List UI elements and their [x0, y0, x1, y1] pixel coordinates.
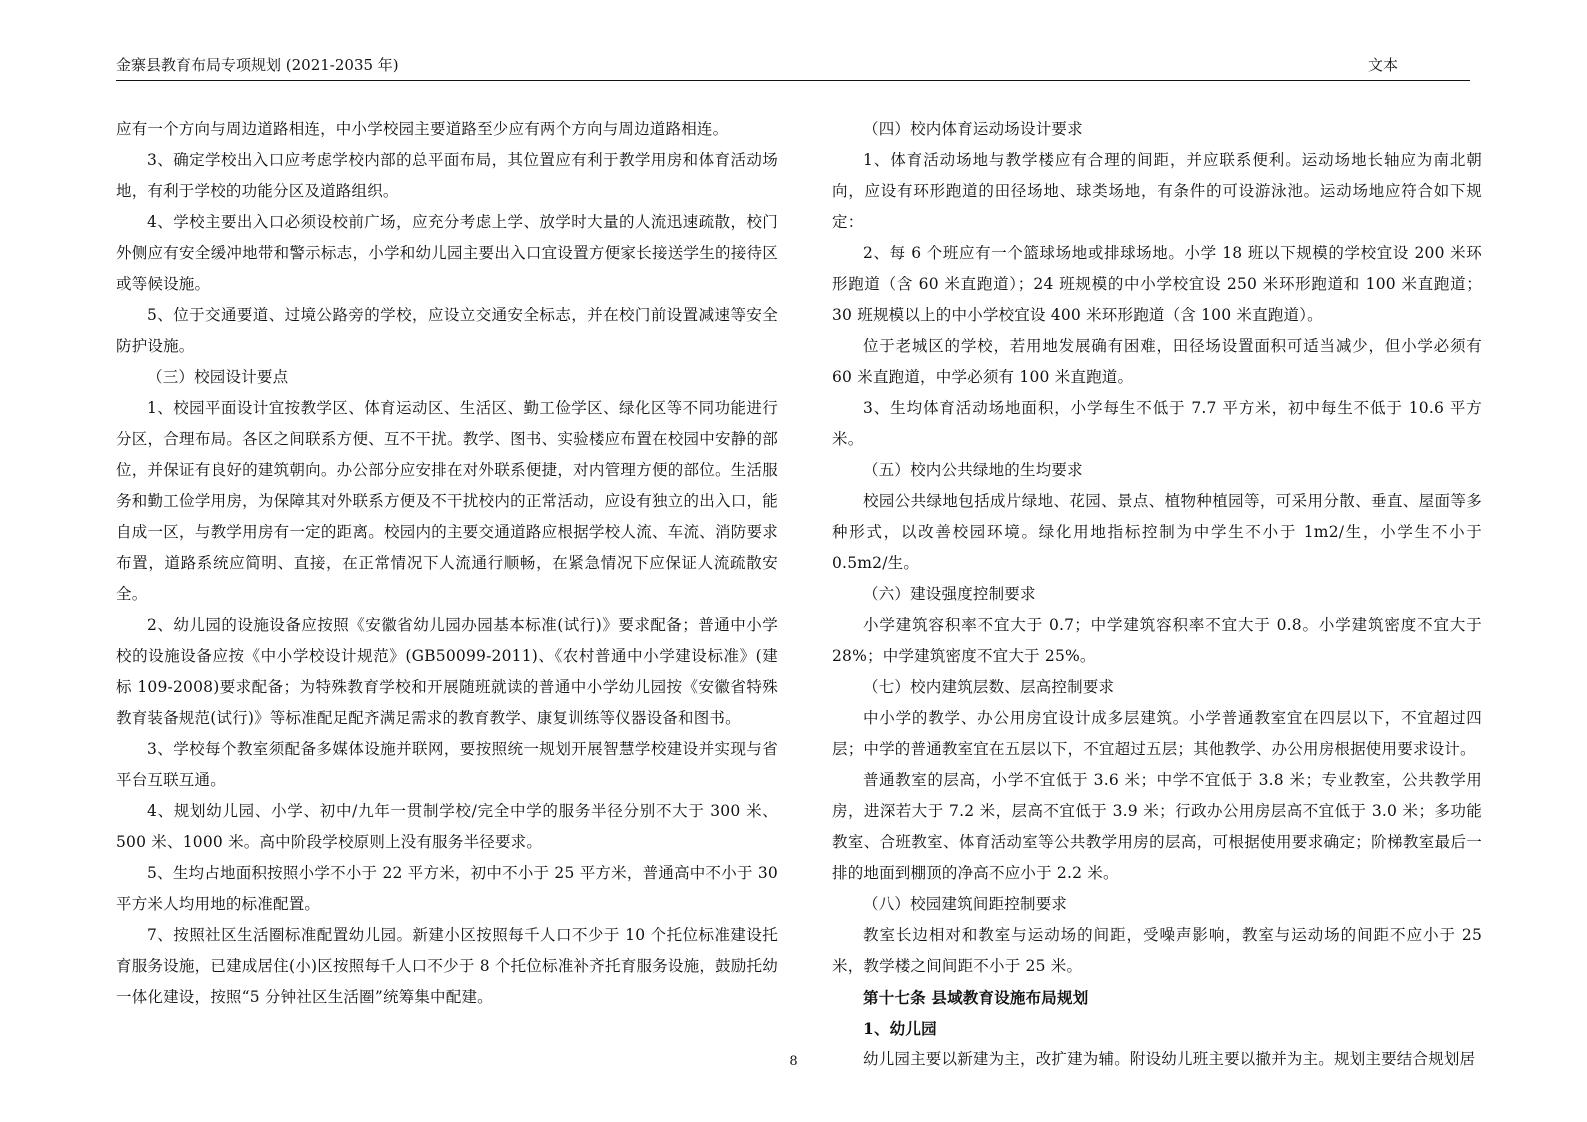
- body-paragraph: 4、规划幼儿园、小学、初中/九年一贯制学校/完全中学的服务半径分别不大于 300 米、500 米、1000 米。高中阶段学校原则上没有服务半径要求。: [116, 802, 778, 851]
- article-heading: 第十七条 县域教育设施布局规划: [863, 988, 1089, 1007]
- body-paragraph: 教室长边相对和教室与运动场的间距，受噪声影响，教室与运动场的间距不应小于 25 米，教学楼之间间距不小于 25 米。: [832, 926, 1482, 975]
- page-number: 8: [789, 1054, 798, 1069]
- section-heading: （八）校园建筑间距控制要求: [863, 895, 1068, 913]
- section-heading: （三）校园设计要点: [147, 368, 289, 386]
- body-paragraph: 5、位于交通要道、过境公路旁的学校，应设立交通安全标志，并在校门前设置减速等安全防护设施。: [116, 306, 778, 355]
- body-paragraph: 应有一个方向与周边道路相连，中小学校园主要道路至少应有两个方向与周边道路相连。: [116, 120, 729, 138]
- section-heading: （五）校内公共绿地的生均要求: [863, 461, 1083, 479]
- body-paragraph: 1、校园平面设计宜按教学区、体育运动区、生活区、勤工俭学区、绿化区等不同功能进行分区，合理布局。各区之间联系方便、互不干扰。教学、图书、实验楼应布置在校园中安静的部位，并保证有良好的建筑朝向。办公部分应安排在对外联系便捷，对内管理方便的部位。生活服务和勤工俭学用房，为保障其对外联系方便及不干扰校内的正常活动，应设有独立的出入口，能自成一区，与教学用房有一定的距离。校园内的主要交通道路应根据学校人流、车流、消防要求布置，道路系统应简明、直接，在正常情况下人流通行顺畅，在紧急情况下应保证人流疏散安全。: [116, 399, 778, 603]
- document-title: 金寨县教育布局专项规划 (2021-2035 年): [116, 56, 399, 74]
- body-paragraph: 3、生均体育活动场地面积，小学每生不低于 7.7 平方米，初中每生不低于 10.6 平方米。: [832, 399, 1482, 448]
- body-paragraph: 5、生均占地面积按照小学不小于 22 平方米，初中不小于 25 平方米，普通高中不小于 30 平方米人均用地的标准配置。: [116, 864, 778, 913]
- body-paragraph: 2、每 6 个班应有一个篮球场地或排球场地。小学 18 班以下规模的学校宜设 200 米环形跑道（含 60 米直跑道）；24 班规模的中小学校宜设 250 米环形跑道和 100 米直跑道；30 班规模以上的中小学校宜设 400 米环形跑道（含 100 米直跑道）。: [832, 244, 1482, 324]
- body-paragraph: 2、幼儿园的设施设备应按照《安徽省幼儿园办园基本标准(试行)》要求配备；普通中小学校的设施设备应按《中小学校设计规范》(GB50099-2011)、《农村普通中小学建设标准》(建标 109-2008)要求配备；为特殊教育学校和开展随班就读的普通中小学幼儿园按《安徽省特殊教育装备规范(试行)》等标准配足配齐满足需求的教育教学、康复训练等仪器设备和图书。: [116, 616, 778, 727]
- article-heading: 1、幼儿园: [863, 1019, 937, 1038]
- body-paragraph: 普通教室的层高，小学不宜低于 3.6 米；中学不宜低于 3.8 米；专业教室，公共教学用房，进深若大于 7.2 米，层高不宜低于 3.9 米；行政办公用房层高不宜低于 3.0 米；多功能教室、合班教室、体育活动室等公共教学用房的层高，可根据使用要求确定；阶梯教室最后一排的地面到棚顶的净高不应小于 2.2 米。: [832, 771, 1482, 882]
- document-type-label: 文本: [1367, 56, 1398, 74]
- right-text-column: [832, 114, 1482, 1075]
- body-paragraph: 1、体育活动场地与教学楼应有合理的间距，并应联系便利。运动场地长轴应为南北朝向，应设有环形跑道的田径场地、球类场地，有条件的可设游泳池。运动场地应符合如下规定：: [832, 151, 1482, 231]
- body-paragraph: 3、确定学校出入口应考虑学校内部的总平面布局，其位置应有利于教学用房和体育活动场地，有利于学校的功能分区及道路组织。: [116, 151, 778, 200]
- section-heading: （四）校内体育运动场设计要求: [863, 120, 1083, 138]
- section-heading: （六）建设强度控制要求: [863, 585, 1036, 603]
- body-paragraph: 幼儿园主要以新建为主，改扩建为辅。附设幼儿班主要以撤并为主。规划主要结合规划居: [863, 1050, 1476, 1068]
- body-paragraph: 小学建筑容积率不宜大于 0.7；中学建筑容积率不宜大于 0.8。小学建筑密度不宜大于 28%；中学建筑密度不宜大于 25%。: [832, 616, 1482, 665]
- body-paragraph: 4、学校主要出入口必须设校前广场，应充分考虑上学、放学时大量的人流迅速疏散，校门外侧应有安全缓冲地带和警示标志，小学和幼儿园主要出入口宜设置方便家长接送学生的接待区或等候设施。: [116, 213, 778, 293]
- page-header: [116, 54, 1468, 82]
- body-paragraph: 7、按照社区生活圈标准配置幼儿园。新建小区按照每千人口不少于 10 个托位标准建设托育服务设施，已建成居住(小)区按照每千人口不少于 8 个托位标准补齐托育服务设施，鼓励托幼一体化建设，按照“5 分钟社区生活圈”统筹集中配建。: [116, 926, 778, 1006]
- body-paragraph: 位于老城区的学校，若用地发展确有困难，田径场设置面积可适当减少，但小学必须有 60 米直跑道，中学必须有 100 米直跑道。: [832, 337, 1482, 386]
- body-paragraph: 校园公共绿地包括成片绿地、花园、景点、植物种植园等，可采用分散、垂直、屋面等多种形式，以改善校园环境。绿化用地指标控制为中学生不小于 1m2/生，小学生不小于 0.5m2/生。: [832, 492, 1482, 572]
- header-divider: [116, 80, 1470, 81]
- left-text-column: [116, 114, 778, 1013]
- section-heading: （七）校内建筑层数、层高控制要求: [863, 678, 1115, 696]
- body-paragraph: 中小学的教学、办公用房宜设计成多层建筑。小学普通教室宜在四层以下，不宜超过四层；中学的普通教室宜在五层以下，不宜超过五层；其他教学、办公用房根据使用要求设计。: [832, 709, 1482, 758]
- body-paragraph: 3、学校每个教室须配备多媒体设施并联网，要按照统一规划开展智慧学校建设并实现与省平台互联互通。: [116, 740, 778, 789]
